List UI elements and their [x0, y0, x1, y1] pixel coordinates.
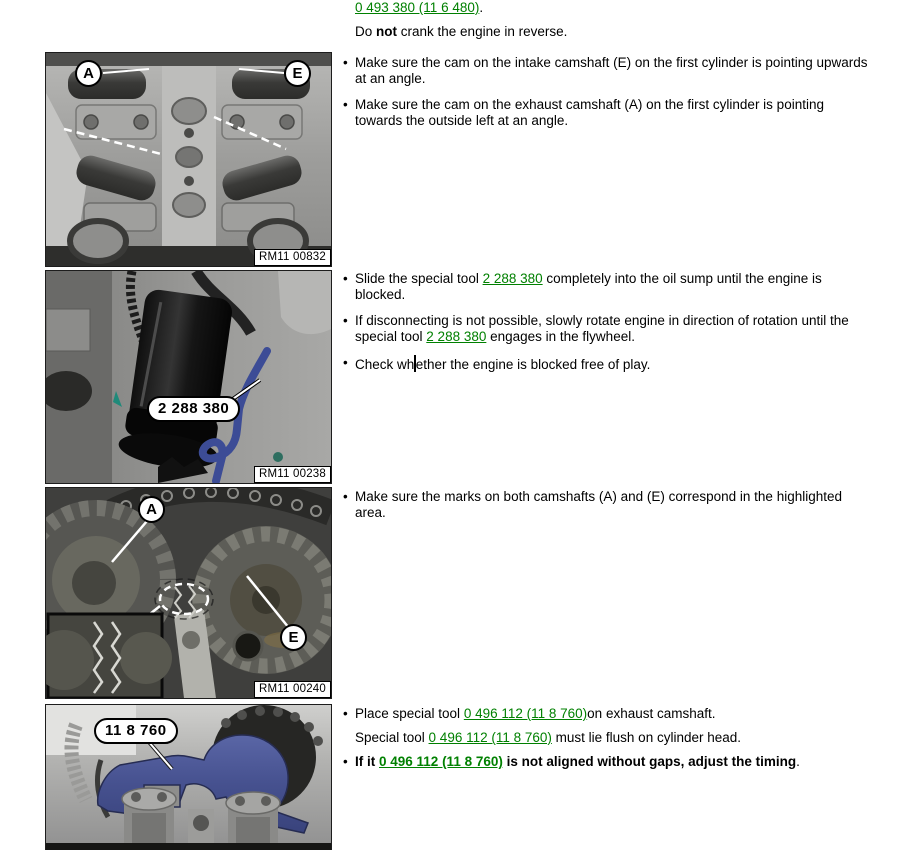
intro-period: .: [479, 0, 484, 15]
list-item: [340, 754, 885, 770]
bullet-marker: •: [343, 489, 348, 504]
text-segment: engages in the flywheel.: [486, 329, 635, 344]
bullet-text: [355, 706, 869, 722]
bullet-marker: •: [343, 55, 348, 70]
warning-bold: not: [376, 24, 398, 39]
intro-block: [340, 0, 885, 40]
bullet-group-blocking-tool: [340, 271, 885, 383]
link-0-496-112[interactable]: 0 496 112 (11 8 760): [463, 706, 588, 721]
text-segment: Place special tool: [355, 706, 464, 721]
list-item: [340, 271, 885, 303]
list-item: [340, 489, 885, 521]
bullet-marker: •: [343, 313, 348, 328]
list-item: [340, 97, 885, 129]
link-0-496-112[interactable]: 0 496 112 (11 8 760): [428, 730, 552, 745]
bullet-marker: •: [343, 754, 348, 769]
text-segment: must lie flush on cylinder head.: [551, 730, 742, 745]
figure-camshaft-marks: [45, 487, 332, 699]
text-segment: .: [796, 754, 800, 769]
alignment-tool-photo: [46, 705, 331, 850]
engine-blocking-tool-photo: [46, 271, 331, 483]
link-2-288-380[interactable]: 2 288 380: [482, 271, 543, 286]
text-segment: Slide the special tool: [355, 271, 483, 286]
link-2-288-380[interactable]: 2 288 380: [426, 329, 487, 344]
warning-text: Do: [355, 24, 377, 39]
no-crank-warning: [340, 24, 885, 40]
bullet-text: [355, 730, 869, 746]
list-item: [340, 313, 885, 345]
bullet-text: Make sure the cam on the exhaust camshaft (A) on the first cylinder is pointing towards the outside left at an angle.: [355, 97, 824, 128]
special-tool-118760-label: 11 8 760: [94, 718, 178, 744]
bullet-group-marks: [340, 489, 885, 531]
intake-camshaft-e-badge: E: [284, 60, 311, 87]
intro-link-line: [340, 0, 885, 16]
list-item: [340, 55, 885, 87]
bullet-marker: •: [343, 97, 348, 112]
text-segment: is not aligned without gaps, adjust the timing: [502, 754, 797, 769]
text-segment: Special tool: [355, 730, 429, 745]
warning-text: crank the engine in reverse.: [397, 24, 568, 39]
text-segment: ether the engine is blocked free of play.: [415, 357, 651, 372]
camshaft-a-mark-badge: A: [138, 496, 165, 523]
special-tool-2288380-label: 2 288 380: [147, 396, 240, 422]
text-segment: If disconnecting is not possible, slowly rotate engine in direction of rotation until the special tool: [355, 313, 849, 344]
bullet-text: Make sure the cam on the intake camshaft (E) on the first cylinder is pointing upwards at an angle.: [355, 55, 868, 86]
text-segment: completely into the oil sump until the engine is blocked.: [355, 271, 822, 302]
bullet-text: Make sure the marks on both camshafts (A) and (E) correspond in the highlighted area.: [355, 489, 842, 520]
figure-camshaft-cam-position: [45, 52, 332, 267]
link-0-496-112[interactable]: 0 496 112 (11 8 760): [379, 754, 503, 769]
instructions-column: [340, 0, 906, 850]
exhaust-camshaft-a-badge: A: [75, 60, 102, 87]
figure-id-caption: RM11 00238: [254, 466, 331, 483]
text-segment: Check wh: [355, 357, 415, 372]
figure-id-caption: RM11 00240: [254, 681, 331, 698]
camshaft-marks-photo: [46, 488, 331, 698]
camshaft-e-mark-badge: E: [280, 624, 307, 651]
bullet-group-cam-position: [340, 55, 885, 139]
bullet-marker: •: [343, 355, 348, 370]
bullet-text: [355, 271, 869, 303]
bullet-marker: •: [343, 271, 348, 286]
bullet-text: [355, 754, 869, 770]
text-segment: If it: [355, 754, 379, 769]
list-item: [340, 706, 885, 722]
text-segment: on exhaust camshaft.: [587, 706, 716, 721]
bullet-text: [355, 313, 869, 345]
bullet-text: [355, 355, 869, 373]
link-0-493-380[interactable]: 0 493 380 (11 6 480): [355, 0, 480, 15]
figure-engine-blocking-tool: [45, 270, 332, 484]
figure-id-caption: RM11 00832: [254, 249, 331, 266]
list-item: [340, 355, 885, 373]
bullet-group-alignment-tool: [340, 706, 885, 778]
list-item-continuation: [340, 730, 885, 746]
bullet-marker: •: [343, 706, 348, 721]
figure-alignment-tool: [45, 704, 332, 850]
